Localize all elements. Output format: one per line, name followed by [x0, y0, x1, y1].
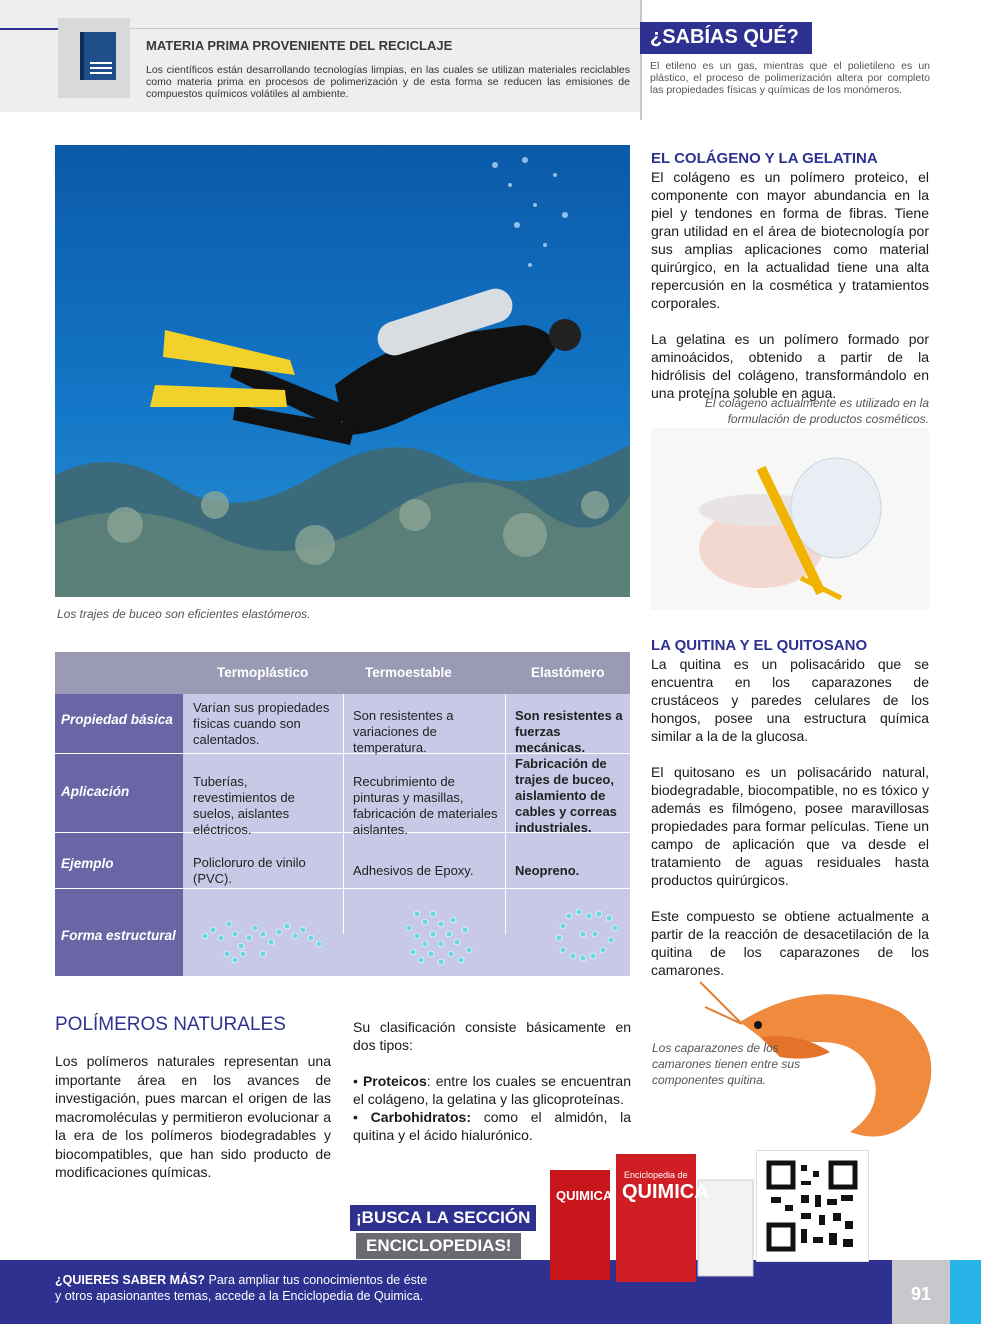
table-cell: Recubrimiento de pinturas y masillas, fabricación de materiales aislantes. — [353, 774, 498, 837]
book-title-small: QUIMICA — [556, 1188, 613, 1203]
table-cell: Policloruro de vinilo (PVC). — [193, 855, 306, 886]
list-item: • Proteicos: entre los cuales se encuentran el colágeno, la gelatina y las glicoproteínas. — [353, 1073, 631, 1107]
book-series: Enciclopedia de — [624, 1170, 688, 1180]
col-termoestable: Termoestable — [365, 665, 452, 680]
structure-diagrams — [183, 894, 630, 976]
cosmetic-photo — [651, 428, 929, 610]
table-cell: Son resistentes a fuerzas mecánicas. — [515, 708, 623, 755]
colageno-caption: El colágeno actualmente es utilizado en la formulación de productos cosméticos. — [704, 396, 929, 426]
list-item: • Carbohidratos: como el almidón, la quitina y el ácido hialurónico. — [353, 1109, 631, 1143]
naturales-heading: POLÍMEROS NATURALES — [55, 1014, 286, 1035]
table-cell: Varían sus propiedades físicas cuando son calentados. — [193, 700, 330, 747]
page-number: 91 — [892, 1260, 950, 1324]
polymer-table — [55, 652, 630, 976]
naturales-text: Los polímeros naturales representan una importante área en los avances de investigación, pues marcan el origen de las macromoléculas y permitieron evolucionar a la era de los polímeros biodegradables y biocompatibles, que han sido producto de modificaciones químicas. — [55, 1053, 331, 1180]
footer-text2: y otros apasionantes temas, accede a la Enciclopedia de Quimica. — [55, 1289, 424, 1303]
qr-code[interactable] — [756, 1150, 869, 1262]
list-term: Proteicos — [362, 1073, 427, 1089]
reciclaje-text: Los científicos están desarrollando tecnologías limpias, en las cuales se utilizan materiales reciclables como materia prima en procesos de polimerización y de esta forma se reducen las emisiones de compuestos químicos volátiles al ambiente. — [146, 64, 630, 100]
sabias-que-title: ¿SABÍAS QUÉ? — [640, 22, 812, 54]
table-header — [55, 652, 630, 694]
table-cell: Adhesivos de Epoxy. — [353, 863, 474, 878]
promo-line1: ¡BUSCA LA SECCIÓN — [350, 1205, 536, 1231]
col-termoplastico: Termoplástico — [217, 665, 309, 680]
footer-text — [55, 1272, 427, 1304]
sabias-que-text: El etileno es un gas, mientras que el polietileno es un plástico, el proceso de polimerización altera por completo las propiedades físicas y químicas de los monómeros. — [650, 60, 930, 96]
promo-line2: ENCICLOPEDIAS! — [356, 1233, 521, 1259]
quitina-text — [651, 655, 929, 997]
col-elastomero: Elastómero — [531, 665, 605, 680]
table-cell: Tuberías, revestimientos de suelos, aislantes eléctricos. — [193, 774, 295, 837]
list-term: Carbohidratos: — [370, 1109, 472, 1125]
diver-caption: Los trajes de buceo son eficientes elastómeros. — [57, 607, 311, 621]
quitina-heading: LA QUITINA Y EL QUITOSANO — [651, 637, 868, 654]
quitina-p2: El quitosano es un polisacárido natural, biodegradable, biocompatible, no es tóxico y además es filmógeno, posee maravillosas propiedades para formar películas. Tiene un campo de aplicación que va desde el tratamiento de aguas residuales hasta productos quirúrgicos. — [651, 764, 929, 888]
row-label-propiedad: Propiedad básica — [61, 712, 173, 727]
list-desc: : entre los cuales se encuentran el colágeno, la gelatina y las glicoproteínas. — [353, 1073, 631, 1107]
table-row-labels — [55, 694, 183, 976]
row-label-forma: Forma estructural — [61, 928, 176, 943]
clasificacion-list — [353, 1072, 631, 1144]
top-rule-thin — [60, 28, 640, 29]
top-rule — [0, 28, 60, 30]
quitina-p3: Este compuesto se obtiene actualmente a partir de la reacción de desacetilación de la quitina de los caparazones de los camarones. — [651, 908, 929, 978]
book-title: QUIMICA — [622, 1181, 709, 1203]
colageno-p1: El colágeno es un polímero proteico, el componente con mayor abundancia en la piel y tendones en forma de fibras. Tiene gran utilidad en el área de biotecnología por sus amplias aplicaciones como material quirúrgico, en la actualidad tiene una alta repercusión en la cosmética y tratamientos corporales. — [651, 169, 929, 311]
footer-bold: ¿QUIERES SABER MÁS? — [55, 1273, 206, 1287]
table-cell: Neopreno. — [515, 863, 580, 878]
colageno-text — [651, 168, 929, 420]
book-icon — [58, 18, 130, 98]
row-label-ejemplo: Ejemplo — [61, 856, 114, 871]
footer-text1: Para ampliar tus conocimientos de éste — [205, 1273, 428, 1287]
table-cell: Son resistentes a variaciones de temperatura. — [353, 708, 454, 755]
reciclaje-title: MATERIA PRIMA PROVENIENTE DEL RECICLAJE — [146, 38, 453, 53]
row-label-aplicacion: Aplicación — [61, 784, 130, 799]
divider — [640, 0, 642, 120]
colageno-heading: EL COLÁGENO Y LA GELATINA — [651, 150, 878, 167]
colageno-p2: La gelatina es un polímero formado por aminoácidos, obtenido a partir de la hidrólisis del colágeno, transformándolo en una proteína soluble en agua. — [651, 331, 929, 401]
encyclopedia-books — [548, 1150, 758, 1286]
table-cell: Fabricación de trajes de buceo, aislamiento de cables y correas industriales. — [515, 756, 617, 835]
clasificacion — [353, 1018, 631, 1144]
shrimp-caption: Los caparazones de los camarones tienen entre sus componentes quitina. — [652, 1041, 801, 1087]
list-desc: como el almidón, la quitina y el ácido hialurónico. — [353, 1109, 631, 1143]
page-accent — [950, 1260, 981, 1324]
quitina-p1: La quitina es un polisacárido que se encuentra en los caparazones de crustáceos y paredes celulares de los hongos, posee una estructura química similar a la de la glucosa. — [651, 656, 929, 744]
clasificacion-intro: Su clasificación consiste básicamente en dos tipos: — [353, 1019, 631, 1053]
diver-photo — [55, 145, 630, 597]
